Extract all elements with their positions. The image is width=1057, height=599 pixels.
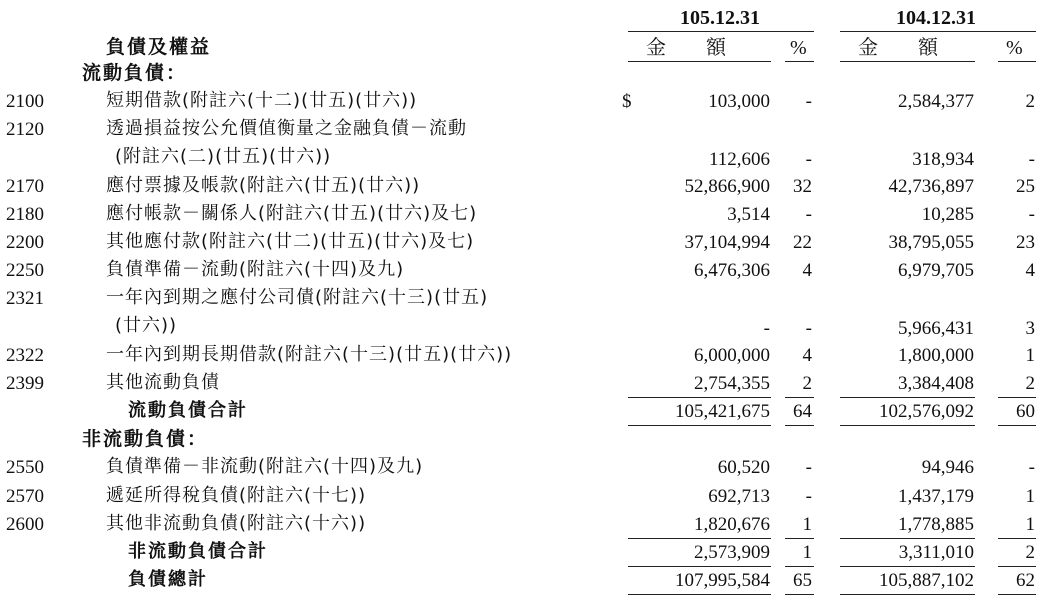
account-code: 2399 (6, 373, 44, 394)
amount-105: 103,000 (708, 91, 770, 112)
period-2-amount-header: 金 額 (858, 37, 938, 59)
amount-104: 102,576,092 (879, 401, 974, 422)
amount-104: 2,584,377 (898, 91, 974, 112)
pct-105: 65 (793, 570, 812, 591)
account-desc-cont: (附註六(二)(廿五)(廿六)) (115, 146, 332, 167)
account-desc: 負債準備－流動(附註六(十四)及九) (106, 259, 405, 280)
total-rule (840, 566, 975, 567)
period-1-pct-header: % (790, 37, 807, 59)
subtotal-rule (628, 397, 771, 398)
pct-105: 32 (793, 176, 812, 197)
total-rule (628, 425, 771, 426)
account-desc: 一年內到期長期借款(附註六(十三)(廿五)(廿六)) (106, 344, 513, 365)
amount-105: 2,573,909 (694, 542, 770, 563)
amount-105: 112,606 (708, 149, 770, 170)
total-rule (840, 594, 975, 595)
pct-104: - (1028, 457, 1035, 478)
pct-104: 2 (1025, 91, 1035, 112)
pct-104: - (1028, 149, 1035, 170)
amount-105: 107,995,584 (675, 570, 770, 591)
pct-105: 1 (802, 514, 812, 535)
amount-104: 1,437,179 (898, 486, 974, 507)
amount-104: 318,934 (912, 149, 974, 170)
amount-105: 52,866,900 (684, 176, 770, 197)
pct-2-header-rule (998, 61, 1036, 62)
period-1-rule (628, 31, 814, 32)
pct-104: 2 (1025, 373, 1035, 394)
amount-104: 105,887,102 (879, 570, 974, 591)
period-1-amount-header: 金 額 (646, 37, 726, 59)
amount-104: 1,800,000 (898, 345, 974, 366)
amount-105: 3,514 (727, 204, 770, 225)
account-code: 2170 (6, 176, 44, 197)
pct-105: - (805, 486, 812, 507)
account-desc-cont: (廿六)) (115, 315, 178, 336)
noncurrent-total-label: 非流動負債合計 (128, 541, 268, 562)
account-desc: 透過損益按公允價值衡量之金融負債－流動 (106, 118, 467, 139)
pct-105: 64 (793, 401, 812, 422)
pct-105: 4 (802, 260, 812, 281)
account-desc: 其他應付款(附註六(廿二)(廿五)(廿六)及七) (106, 231, 475, 252)
subtotal-rule (840, 397, 975, 398)
currency-symbol: $ (622, 91, 632, 112)
subtotal-rule (998, 397, 1036, 398)
amount-105: 60,520 (717, 457, 770, 478)
amount-1-header-rule (628, 61, 771, 62)
pct-104: 60 (1016, 401, 1035, 422)
account-desc: 其他流動負債 (106, 372, 220, 393)
account-code: 2600 (6, 514, 44, 535)
account-desc: 其他非流動負債(附註六(十六)) (106, 513, 367, 534)
amount-104: 3,311,010 (898, 542, 974, 563)
account-desc: 負債準備－非流動(附註六(十四)及九) (106, 456, 424, 477)
subtotal-rule (785, 538, 814, 539)
account-code: 2200 (6, 232, 44, 253)
period-2-rule (840, 31, 1036, 32)
total-rule (785, 566, 814, 567)
amount-104: 94,946 (921, 457, 974, 478)
account-desc: 應付帳款－關係人(附註六(廿五)(廿六)及七) (106, 203, 478, 224)
total-rule (785, 425, 814, 426)
amount-104: 5,966,431 (898, 318, 974, 339)
pct-104: - (1028, 204, 1035, 225)
pct-105: 4 (802, 345, 812, 366)
total-rule (998, 425, 1036, 426)
liabilities-total-label: 負債總計 (128, 569, 208, 590)
pct-105: 2 (802, 373, 812, 394)
amount-105: - (763, 318, 770, 339)
amount-104: 6,979,705 (898, 260, 974, 281)
total-rule (628, 594, 771, 595)
total-rule (628, 566, 771, 567)
pct-104: 1 (1025, 486, 1035, 507)
period-2-date: 104.12.31 (896, 7, 976, 29)
pct-1-header-rule (785, 61, 814, 62)
pct-105: 1 (802, 542, 812, 563)
account-code: 2322 (6, 345, 44, 366)
total-rule (998, 566, 1036, 567)
pct-104: 1 (1025, 345, 1035, 366)
amount-105: 37,104,994 (684, 232, 770, 253)
account-code: 2321 (6, 288, 44, 309)
account-code: 2180 (6, 204, 44, 225)
current-total-label: 流動負債合計 (128, 400, 248, 421)
total-rule (840, 425, 975, 426)
pct-105: - (805, 149, 812, 170)
pct-104: 23 (1016, 232, 1035, 253)
amount-105: 1,820,676 (694, 514, 770, 535)
account-code: 2120 (6, 119, 44, 140)
amount-2-header-rule (840, 61, 975, 62)
account-code: 2570 (6, 486, 44, 507)
total-rule (785, 594, 814, 595)
amount-105: 692,713 (708, 486, 770, 507)
amount-104: 10,285 (921, 204, 974, 225)
amount-104: 38,795,055 (888, 232, 974, 253)
noncurrent-liabilities-header: 非流動負債： (82, 428, 209, 450)
pct-105: - (805, 318, 812, 339)
pct-104: 1 (1025, 514, 1035, 535)
subtotal-rule (628, 538, 771, 539)
pct-105: - (805, 204, 812, 225)
current-liabilities-header: 流動負債： (82, 62, 188, 84)
pct-104: 25 (1016, 176, 1035, 197)
pct-104: 3 (1025, 318, 1035, 339)
period-1-date: 105.12.31 (680, 7, 760, 29)
account-desc: 一年內到期之應付公司債(附註六(十三)(廿五) (106, 287, 489, 308)
subtotal-rule (998, 538, 1036, 539)
account-desc: 短期借款(附註六(十二)(廿五)(廿六)) (106, 90, 418, 111)
pct-104: 2 (1025, 542, 1035, 563)
account-desc: 遞延所得稅負債(附註六(十七)) (106, 485, 367, 506)
period-2-pct-header: % (1006, 37, 1023, 59)
pct-104: 62 (1016, 570, 1035, 591)
pct-105: 22 (793, 232, 812, 253)
account-code: 2550 (6, 457, 44, 478)
subtotal-rule (785, 397, 814, 398)
amount-105: 2,754,355 (694, 373, 770, 394)
total-rule (998, 594, 1036, 595)
account-code: 2250 (6, 260, 44, 281)
pct-105: - (805, 91, 812, 112)
amount-104: 42,736,897 (888, 176, 974, 197)
pct-105: - (805, 457, 812, 478)
amount-105: 6,476,306 (694, 260, 770, 281)
amount-105: 6,000,000 (694, 345, 770, 366)
amount-105: 105,421,675 (675, 401, 770, 422)
pct-104: 4 (1025, 260, 1035, 281)
amount-104: 1,778,885 (898, 514, 974, 535)
account-desc: 應付票據及帳款(附註六(廿五)(廿六)) (106, 175, 421, 196)
section-title: 負債及權益 (106, 36, 212, 58)
account-code: 2100 (6, 91, 44, 112)
subtotal-rule (840, 538, 975, 539)
amount-104: 3,384,408 (898, 373, 974, 394)
